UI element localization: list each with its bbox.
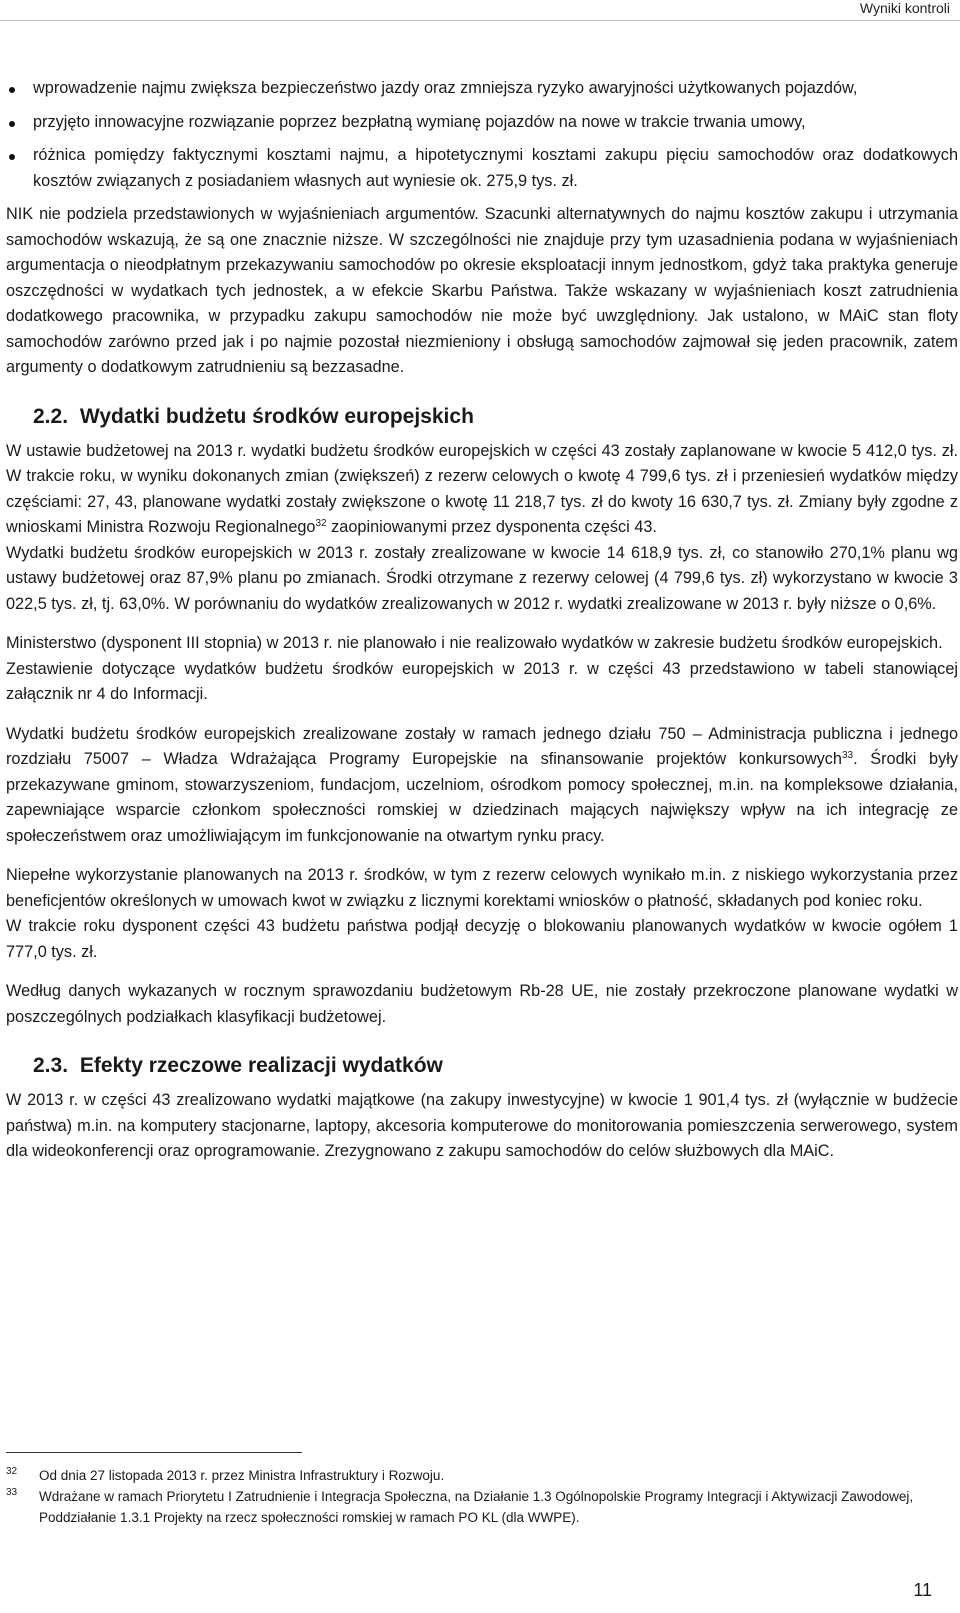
footnote-text: Wdrażane w ramach Priorytetu I Zatrudnienie i Integracja Społeczna, na Działanie 1.3 Ogólnopolskie Programy Integracji i Aktywizacji Zawodowej, Poddziałanie 1.3.1 Projekty na rzecz społeczności romskiej w ramach PO KL (dla WWPE). <box>39 1489 914 1525</box>
paragraph: W trakcie roku dysponent części 43 budżetu państwa podjął decyzję o blokowaniu planowanych wydatków w kwocie ogółem 1 777,0 tys. zł. <box>6 917 958 961</box>
section-number: 2.2. <box>33 404 69 428</box>
paragraph: Niepełne wykorzystanie planowanych na 2013 r. środków, w tym z rezerw celowych wynikało m.in. z niskiego wykorzystania przez beneficjentów określonych w umowach kwot w związku z licznymi korektami wniosków o płatność, składanych pod koniec roku. <box>6 866 958 910</box>
list-item: przyjęto innowacyjne rozwiązanie poprzez bezpłatną wymianę pojazdów na nowe w trakcie trwania umowy, <box>33 110 958 136</box>
footnote-mark: 33 <box>6 1487 18 1498</box>
footnote-divider <box>6 1452 302 1453</box>
paragraph: W ustawie budżetowej na 2013 r. wydatki budżetu środków europejskich w części 43 zostały zaplanowane w kwocie 5 412,0 tys. zł. W trakcie roku, w wyniku dokonanych zmian (zwiększeń) z rezerw celowych o kwotę 4 799,6 tys. zł i przeniesień wydatków między częściami: 27, 43, planowane wydatki zostały zwiększone o kwotę 11 218,7 tys. zł do kwoty 16 630,7 tys. zł. Zmiany były zgodne z wnioskami Ministra Rozwoju Regionalnego$^{32}$ zaopiniowanymi przez dysponenta części 43. <box>6 441 958 536</box>
section-title: Wydatki budżetu środków europejskich <box>79 404 474 428</box>
section-number: 2.3. <box>33 1054 69 1077</box>
paragraph: Zestawienie dotyczące wydatków budżetu środków europejskich w 2013 r. w części 43 przedstawiono w tabeli stanowiącej załącznik nr 4 do Informacji. <box>6 659 958 703</box>
footnote <box>6 1465 931 1486</box>
paragraph: Wydatki budżetu środków europejskich zrealizowane zostały w ramach jednego działu 750 – Administracja publiczna i jednego rozdziału 75007 – Władza Wdrażająca Programy Europejskie na sfinansowanie projektów konkursowych$^{33}$. Środki były przekazywane gminom, stowarzyszeniom, fundacjom, uczelniom, ośrodkom pomocy społecznej, m.in. na kompleksowe działania, zapewniające wsparcie członkom społeczności romskiej w dziedzinach mających największy wpływ na ich integrację ze społeczeństwem oraz umożliwiającym im funkcjonowanie na otwartym rynku pracy. <box>6 724 958 845</box>
paragraph: Według danych wykazanych w rocznym sprawozdaniu budżetowym Rb-28 UE, nie zostały przekroczone planowane wydatki w poszczególnych podziałkach klasyfikacji budżetowej. <box>6 982 958 1026</box>
page-number: 11 <box>913 1580 932 1600</box>
footnote <box>6 1486 931 1528</box>
list-item: wprowadzenie najmu zwiększa bezpieczeństwo jazdy oraz zmniejsza ryzyko awaryjności użytkowanych pojazdów, <box>33 76 958 102</box>
footnote-mark: 32 <box>6 1466 18 1477</box>
footnote-ref: 32 <box>315 518 327 529</box>
list-item: różnica pomiędzy faktycznymi kosztami najmu, a hipotetycznymi kosztami zakupu pięciu samochodów oraz dodatkowych kosztów związanych z posiadaniem własnych aut wyniesie ok. 275,9 tys. zł. <box>33 143 958 194</box>
footnote-area <box>6 0 931 1613</box>
footnote-ref: 33 <box>841 750 854 761</box>
section-title: Efekty rzeczowe realizacji wydatków <box>79 1054 443 1077</box>
footnote-text: Od dnia 27 listopada 2013 r. przez Ministra Infrastruktury i Rozwoju. <box>39 1468 445 1483</box>
running-header-title: Wyniki kontroli <box>859 0 950 16</box>
paragraph: Wydatki budżetu środków europejskich w 2013 r. zostały zrealizowane w kwocie 14 618,9 tys. zł, co stanowiło 270,1% planu wg ustawy budżetowej oraz 87,9% planu po zmianach. Środki otrzymane z rezerwy celowej (4 799,6 tys. zł) wykorzystano w kwocie 3 022,5 tys. zł, tj. 63,0%. W porównaniu do wydatków zrealizowanych w 2012 r. wydatki zrealizowane w 2013 r. były niższe o 0,6%. <box>6 543 958 613</box>
paragraph: W 2013 r. w części 43 zrealizowano wydatki majątkowe (na zakupy inwestycyjne) w kwocie 1 901,4 tys. zł (wyłącznie w budżecie państwa) m.in. na komputery stacjonarne, laptopy, akcesoria komputerowe do monitorowania pomieszczenia serwerowego, system dla wideokonferencji oraz oprogramowanie. Zrezygnowano z zakupu samochodów do celów służbowych dla MAiC. <box>6 1091 958 1160</box>
paragraph: NIK nie podziela przedstawionych w wyjaśnieniach argumentów. Szacunki alternatywnych do najmu kosztów zakupu i utrzymania samochodów wskazują, że są one znacznie niższe. W szczególności nie znajduje przy tym uzasadnienia podana w wyjaśnieniach argumentacja o nieodpłatnym przekazywaniu samochodów po okresie eksploatacji innym jednostkom, gdyż taka praktyka generuje oszczędności w wydatkach tych jednostek, a w efekcie Skarbu Państwa. Także wskazany w wyjaśnieniach koszt zatrudnienia dodatkowego pracownika, w przypadku zakupu samochodów nie może być uwzględniony. Jak ustalono, w MAiC stan floty samochodów zarówno przed jak i po najmie pozostał niezmieniony i obsługą samochodów zajmował się jeden pracownik, zatem argumenty o dodatkowym zatrudnieniu są bezzasadne. <box>6 205 958 376</box>
footnotes <box>6 1465 931 1528</box>
paragraph: Ministerstwo (dysponent III stopnia) w 2013 r. nie planowało i nie realizowało wydatków w zakresie budżetu środków europejskich. <box>6 634 943 652</box>
